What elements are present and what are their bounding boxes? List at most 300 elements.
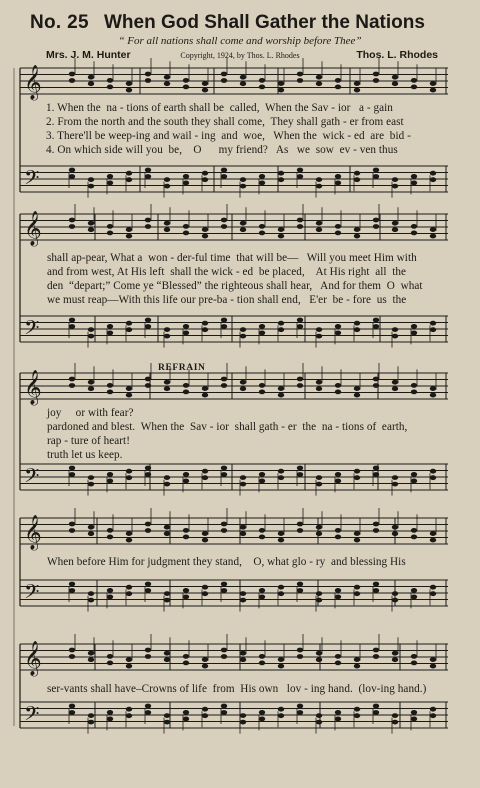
note-head <box>183 528 189 533</box>
note-head <box>88 221 94 226</box>
note-head <box>278 81 284 86</box>
note-head <box>373 588 379 593</box>
note-head <box>88 327 94 332</box>
note-head <box>335 331 341 336</box>
note-head <box>183 383 189 388</box>
note-head <box>69 218 75 223</box>
note-head <box>202 591 208 596</box>
note-head <box>259 390 265 395</box>
note-head <box>164 184 170 189</box>
note-head <box>316 525 322 530</box>
note-head <box>183 717 189 722</box>
note-head <box>126 327 132 332</box>
note-head <box>107 472 113 477</box>
note-head <box>354 591 360 596</box>
verse-3-line: rap - ture of heart! <box>47 435 130 447</box>
note-head <box>259 595 265 600</box>
note-head <box>392 327 398 332</box>
note-head <box>145 72 151 77</box>
note-head <box>88 334 94 339</box>
note-head <box>183 174 189 179</box>
note-head <box>430 713 436 718</box>
note-head <box>335 595 341 600</box>
note-head <box>240 380 246 385</box>
note-head <box>183 710 189 715</box>
note-head <box>240 482 246 487</box>
note-head <box>392 81 398 86</box>
note-head <box>316 720 322 725</box>
note-head <box>107 383 113 388</box>
note-head <box>354 88 360 93</box>
note-head <box>373 224 379 229</box>
verse-4-line: truth let us keep. <box>47 449 123 461</box>
note-head <box>88 713 94 718</box>
note-head <box>335 231 341 236</box>
note-head <box>145 648 151 653</box>
note-head <box>316 531 322 536</box>
note-head <box>107 588 113 593</box>
note-head <box>392 386 398 391</box>
note-head <box>354 538 360 543</box>
treble-clef-icon: 𝄞 <box>24 370 42 405</box>
note-head <box>259 717 265 722</box>
note-head <box>373 472 379 477</box>
note-head <box>183 479 189 484</box>
note-head <box>107 174 113 179</box>
note-head <box>411 331 417 336</box>
note-head <box>392 380 398 385</box>
note-head <box>411 383 417 388</box>
note-head <box>297 472 303 477</box>
note-head <box>316 657 322 662</box>
verse-2-line: and from west, At His left shall the wick - ed be placed, At His right all the <box>47 266 407 278</box>
note-head <box>259 331 265 336</box>
note-head <box>316 591 322 596</box>
note-head <box>316 482 322 487</box>
note-head <box>126 81 132 86</box>
verse-1-line: joy or with fear? <box>47 407 134 419</box>
note-head <box>202 227 208 232</box>
note-head <box>335 479 341 484</box>
note-head <box>335 324 341 329</box>
treble-clef-icon: 𝄞 <box>24 641 42 676</box>
note-head <box>259 224 265 229</box>
note-head <box>69 704 75 709</box>
note-head <box>259 535 265 540</box>
note-head <box>88 531 94 536</box>
note-head <box>183 472 189 477</box>
verse-3-line: den “depart;” Come ye “Blessed” the righteous shall hear, And for them O what <box>47 280 423 292</box>
note-head <box>69 466 75 471</box>
note-head <box>221 168 227 173</box>
note-head <box>259 661 265 666</box>
note-head <box>126 469 132 474</box>
note-head <box>297 588 303 593</box>
note-head <box>411 588 417 593</box>
note-head <box>126 531 132 536</box>
note-head <box>202 713 208 718</box>
note-head <box>164 334 170 339</box>
note-head <box>240 334 246 339</box>
note-head <box>297 654 303 659</box>
note-head <box>221 324 227 329</box>
note-head <box>297 377 303 382</box>
note-head <box>316 598 322 603</box>
note-head <box>88 657 94 662</box>
note-head <box>373 383 379 388</box>
note-head <box>164 720 170 725</box>
note-head <box>88 81 94 86</box>
note-head <box>354 393 360 398</box>
note-head <box>88 227 94 232</box>
note-head <box>145 528 151 533</box>
note-head <box>126 664 132 669</box>
note-head <box>335 588 341 593</box>
note-head <box>335 390 341 395</box>
note-head <box>335 85 341 90</box>
note-head <box>164 327 170 332</box>
note-head <box>297 582 303 587</box>
note-head <box>316 177 322 182</box>
note-head <box>69 318 75 323</box>
note-head <box>411 472 417 477</box>
note-head <box>88 651 94 656</box>
note-head <box>278 538 284 543</box>
note-head <box>164 598 170 603</box>
note-head <box>126 234 132 239</box>
note-head <box>278 234 284 239</box>
note-head <box>259 588 265 593</box>
note-head <box>278 475 284 480</box>
note-head <box>354 707 360 712</box>
note-head <box>240 591 246 596</box>
note-head <box>316 184 322 189</box>
note-head <box>297 704 303 709</box>
note-head <box>69 522 75 527</box>
note-head <box>145 383 151 388</box>
note-head <box>430 321 436 326</box>
author-credit: Mrs. J. M. Hunter <box>46 49 131 61</box>
note-head <box>335 661 341 666</box>
note-head <box>411 654 417 659</box>
note-head <box>69 72 75 77</box>
note-head <box>278 664 284 669</box>
note-head <box>240 657 246 662</box>
note-head <box>164 482 170 487</box>
note-head <box>107 654 113 659</box>
note-head <box>107 595 113 600</box>
note-head <box>240 525 246 530</box>
note-head <box>335 710 341 715</box>
note-head <box>240 651 246 656</box>
note-head <box>221 528 227 533</box>
note-head <box>88 598 94 603</box>
note-head <box>107 479 113 484</box>
note-head <box>221 710 227 715</box>
note-head <box>145 224 151 229</box>
note-head <box>411 390 417 395</box>
note-head <box>354 475 360 480</box>
note-head <box>373 710 379 715</box>
note-head <box>373 466 379 471</box>
note-head <box>202 469 208 474</box>
note-head <box>107 528 113 533</box>
note-head <box>145 704 151 709</box>
note-head <box>69 588 75 593</box>
note-head <box>316 75 322 80</box>
note-head <box>126 227 132 232</box>
note-head <box>373 654 379 659</box>
note-head <box>164 380 170 385</box>
note-head <box>69 472 75 477</box>
note-head <box>316 713 322 718</box>
verse-2-line: 2. From the north and the south they shall come, They shall gath - er from east <box>46 116 404 128</box>
note-head <box>259 324 265 329</box>
note-head <box>316 81 322 86</box>
note-head <box>221 383 227 388</box>
note-head <box>411 479 417 484</box>
treble-clef-icon: 𝄞 <box>24 515 42 550</box>
note-head <box>411 595 417 600</box>
note-head <box>69 528 75 533</box>
bass-clef-icon: 𝄢 <box>24 580 40 608</box>
note-head <box>335 654 341 659</box>
note-head <box>164 386 170 391</box>
note-head <box>430 386 436 391</box>
note-head <box>278 707 284 712</box>
bass-clef-icon: 𝄢 <box>24 464 40 492</box>
note-head <box>183 324 189 329</box>
note-head <box>145 174 151 179</box>
note-head <box>316 227 322 232</box>
note-head <box>411 78 417 83</box>
note-head <box>88 482 94 487</box>
note-head <box>297 78 303 83</box>
note-head <box>164 531 170 536</box>
note-head <box>354 234 360 239</box>
note-head <box>411 324 417 329</box>
note-head <box>240 475 246 480</box>
note-head <box>392 482 398 487</box>
note-head <box>430 664 436 669</box>
note-head <box>430 591 436 596</box>
note-head <box>107 717 113 722</box>
note-head <box>373 522 379 527</box>
note-head <box>221 588 227 593</box>
note-head <box>202 657 208 662</box>
note-head <box>430 234 436 239</box>
note-head <box>316 221 322 226</box>
note-head <box>411 181 417 186</box>
note-head <box>297 710 303 715</box>
note-head <box>240 75 246 80</box>
note-head <box>297 72 303 77</box>
note-head <box>145 168 151 173</box>
note-head <box>354 81 360 86</box>
note-head <box>221 648 227 653</box>
note-head <box>126 591 132 596</box>
note-head <box>164 475 170 480</box>
copyright-notice: Copyright, 1924, by Thos. L. Rhodes <box>180 51 300 60</box>
note-head <box>202 81 208 86</box>
note-head <box>221 174 227 179</box>
note-head <box>221 472 227 477</box>
note-head <box>145 582 151 587</box>
note-head <box>221 654 227 659</box>
note-head <box>221 704 227 709</box>
note-head <box>411 174 417 179</box>
note-head <box>411 224 417 229</box>
epigraph: “ For all nations shall come and worship before Thee” <box>118 35 362 47</box>
refrain-line: pardoned and blest. When the Sav - ior shall gath - er the na - tions of earth, <box>47 421 408 433</box>
note-head <box>335 472 341 477</box>
note-head <box>126 707 132 712</box>
note-head <box>164 657 170 662</box>
note-head <box>278 469 284 474</box>
note-head <box>221 72 227 77</box>
note-head <box>126 475 132 480</box>
note-head <box>240 221 246 226</box>
note-head <box>240 713 246 718</box>
note-head <box>69 648 75 653</box>
note-head <box>430 469 436 474</box>
note-head <box>183 224 189 229</box>
note-head <box>259 181 265 186</box>
note-head <box>69 168 75 173</box>
note-head <box>145 324 151 329</box>
note-head <box>373 648 379 653</box>
bass-clef-icon: 𝄢 <box>24 166 40 194</box>
note-head <box>88 75 94 80</box>
note-head <box>183 331 189 336</box>
note-head <box>88 184 94 189</box>
note-head <box>278 531 284 536</box>
note-head <box>278 321 284 326</box>
note-head <box>316 475 322 480</box>
note-head <box>392 531 398 536</box>
note-head <box>354 585 360 590</box>
note-head <box>411 535 417 540</box>
note-head <box>354 664 360 669</box>
note-head <box>202 177 208 182</box>
note-head <box>373 168 379 173</box>
note-head <box>411 717 417 722</box>
note-head <box>297 324 303 329</box>
note-head <box>240 327 246 332</box>
note-head <box>126 538 132 543</box>
note-head <box>202 538 208 543</box>
note-head <box>145 472 151 477</box>
verse-3-line: 3. There'll be weep-ing and wail - ing and woe, When the wick - ed are bid - <box>46 130 411 142</box>
composer-credit: Thos. L. Rhodes <box>356 49 438 61</box>
note-head <box>145 466 151 471</box>
note-head <box>107 181 113 186</box>
note-head <box>430 88 436 93</box>
verse-4-line: 4. On which side will you be, O my friend? As we sow ev - ven thus <box>46 144 398 156</box>
note-head <box>354 321 360 326</box>
note-head <box>202 531 208 536</box>
note-head <box>183 78 189 83</box>
note-head <box>430 585 436 590</box>
note-head <box>373 218 379 223</box>
hymn-title: When God Shall Gather the Nations <box>104 12 425 33</box>
note-head <box>164 227 170 232</box>
note-head <box>278 585 284 590</box>
note-head <box>126 177 132 182</box>
note-head <box>183 595 189 600</box>
note-head <box>259 78 265 83</box>
note-head <box>202 88 208 93</box>
note-head <box>88 475 94 480</box>
note-head <box>278 171 284 176</box>
note-head <box>145 218 151 223</box>
note-head <box>278 591 284 596</box>
note-head <box>88 380 94 385</box>
note-head <box>183 390 189 395</box>
note-head <box>297 466 303 471</box>
note-head <box>202 664 208 669</box>
note-head <box>297 224 303 229</box>
note-head <box>107 661 113 666</box>
note-head <box>430 327 436 332</box>
note-head <box>259 472 265 477</box>
note-head <box>392 525 398 530</box>
note-head <box>430 393 436 398</box>
note-head <box>183 661 189 666</box>
note-head <box>297 383 303 388</box>
note-head <box>430 171 436 176</box>
note-head <box>183 231 189 236</box>
note-head <box>164 221 170 226</box>
note-head <box>430 531 436 536</box>
note-head <box>202 707 208 712</box>
note-head <box>259 383 265 388</box>
note-head <box>354 327 360 332</box>
note-head <box>126 713 132 718</box>
note-head <box>373 324 379 329</box>
note-head <box>221 224 227 229</box>
note-head <box>335 717 341 722</box>
note-head <box>240 386 246 391</box>
note-head <box>202 393 208 398</box>
note-head <box>278 713 284 718</box>
note-head <box>335 535 341 540</box>
refrain-line: When before Him for judgment they stand, O, what glo - ry and blessing His <box>47 556 406 568</box>
refrain-label: REFRAIN <box>158 363 206 373</box>
note-head <box>126 171 132 176</box>
note-head <box>354 531 360 536</box>
note-head <box>259 231 265 236</box>
bass-clef-icon: 𝄢 <box>24 702 40 730</box>
note-head <box>221 78 227 83</box>
bass-clef-icon: 𝄢 <box>24 316 40 344</box>
note-head <box>126 393 132 398</box>
note-head <box>335 174 341 179</box>
note-head <box>221 377 227 382</box>
note-head <box>126 657 132 662</box>
note-head <box>278 88 284 93</box>
note-head <box>164 713 170 718</box>
treble-clef-icon: 𝄞 <box>24 211 42 246</box>
note-head <box>107 231 113 236</box>
note-head <box>430 177 436 182</box>
note-head <box>335 181 341 186</box>
note-head <box>126 585 132 590</box>
note-head <box>107 535 113 540</box>
note-head <box>392 598 398 603</box>
note-head <box>202 386 208 391</box>
note-head <box>183 85 189 90</box>
